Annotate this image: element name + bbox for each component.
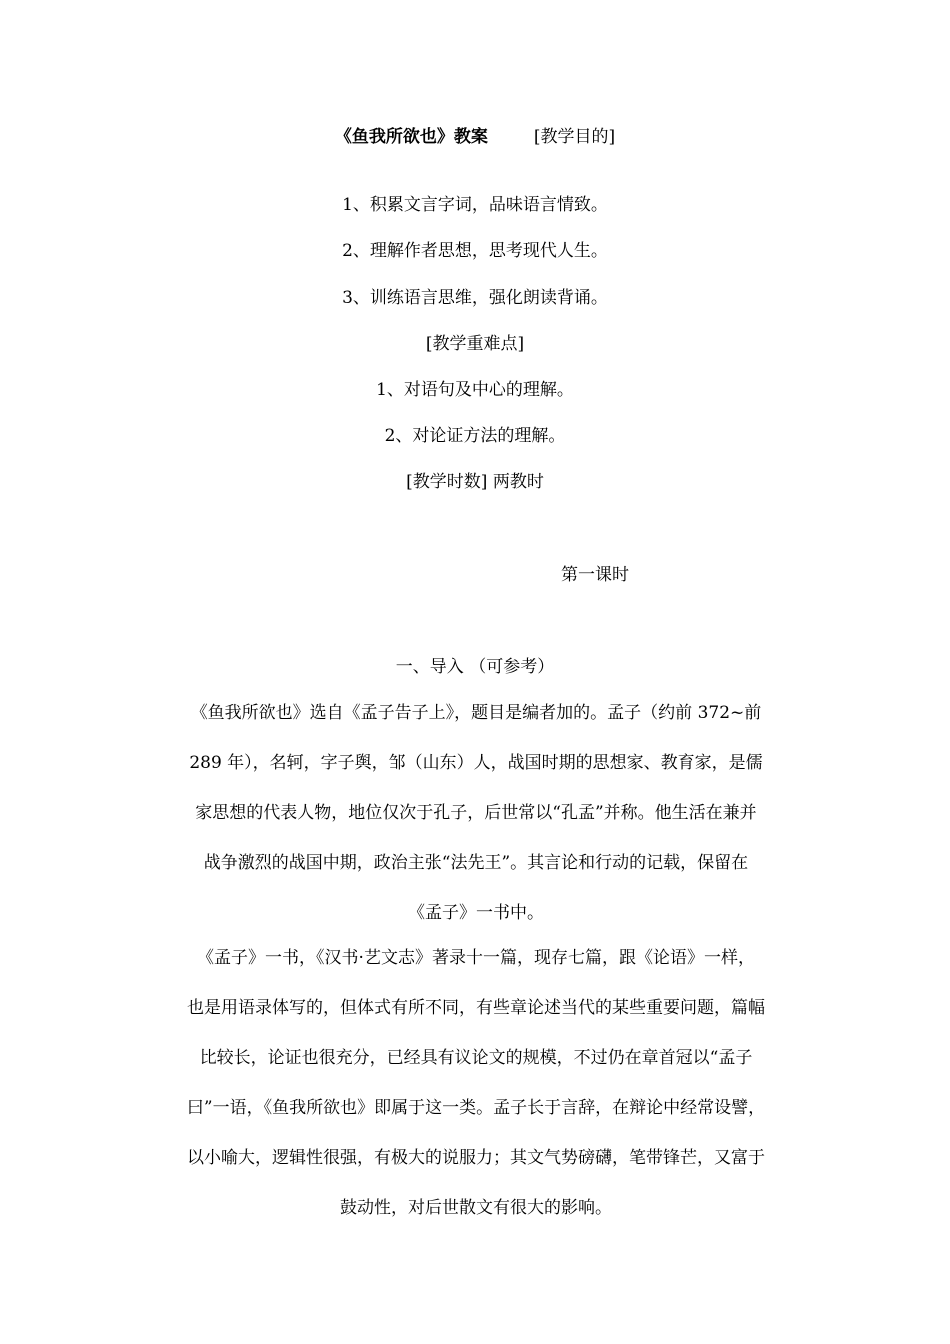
paragraph-line: 鼓动性，对后世散文有很大的影响。 xyxy=(340,1198,612,1218)
objective-item: 3、训练语言思维，强化朗读背诵。 xyxy=(342,288,608,308)
intro-paragraph-2 xyxy=(148,933,804,1233)
paragraph-line: 曰”一语，《鱼我所欲也》即属于这一类。孟子长于言辞，在辩论中经常设譬， xyxy=(186,1098,766,1118)
objectives-heading: [教学目的] xyxy=(533,127,616,147)
paragraph-line: 战争激烈的战国中期，政治主张“法先王”。其言论和行动的记载，保留在 xyxy=(203,853,749,873)
document-title: 《鱼我所欲也》教案 xyxy=(334,127,488,147)
key-point-item: 1、对语句及中心的理解。 xyxy=(376,380,574,400)
key-points-heading: [教学重难点] xyxy=(425,334,525,354)
key-point-item: 2、对论证方法的理解。 xyxy=(384,426,566,446)
objective-item: 1、积累文言字词，品味语言情致。 xyxy=(342,195,608,215)
paragraph-line: 以小喻大，逻辑性很强，有极大的说服力；其文气势磅礴，笔带锋芒，又富于 xyxy=(187,1148,765,1168)
intro-paragraph-1 xyxy=(148,688,804,938)
paragraph-line: 《孟子》一书，《汉书·艺文志》著录十一篇，现存七篇，跟《论语》一样， xyxy=(197,948,755,968)
paragraph-line: 家思想的代表人物，地位仅次于孔子，后世常以“孔孟”并称。他生活在兼并 xyxy=(195,803,757,823)
paragraph-line: 《鱼我所欲也》选自《孟子告子上》，题目是编者加的。孟子（约前 372~前 xyxy=(190,703,762,723)
paragraph-line: 也是用语录体写的，但体式有所不同，有些章论述当代的某些重要问题，篇幅 xyxy=(187,998,765,1018)
paragraph-line: 《孟子》一书中。 xyxy=(408,903,544,923)
paragraph-line: 比较长，论证也很充分，已经具有议论文的规模，不过仍在章首冠以“孟子 xyxy=(199,1048,753,1068)
intro-heading: 一、导入 （可参考） xyxy=(395,657,555,677)
lesson-heading: 第一课时 xyxy=(561,565,629,585)
title-row xyxy=(0,124,950,150)
objective-item: 2、理解作者思想，思考现代人生。 xyxy=(342,241,608,261)
paragraph-line: 289 年），名轲，字子舆，邹（山东）人，战国时期的思想家、教育家，是儒 xyxy=(189,753,763,773)
teaching-hours: [教学时数] 两教时 xyxy=(406,472,544,492)
